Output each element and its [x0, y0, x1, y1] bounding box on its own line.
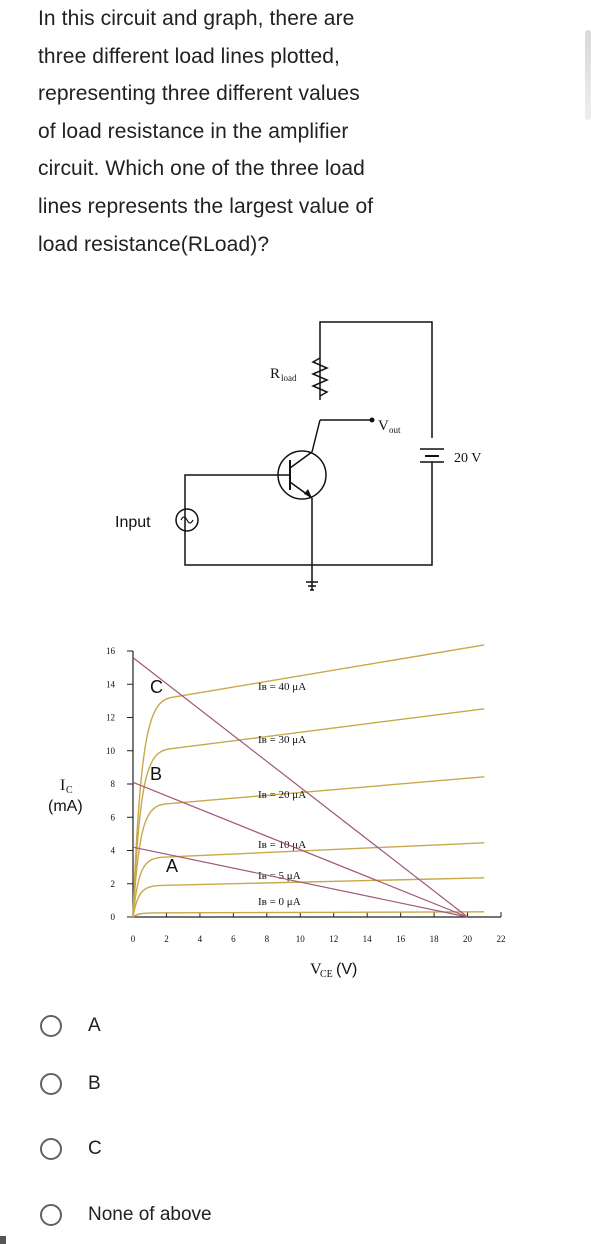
option-label: B	[88, 1073, 101, 1094]
y-axis-label: I	[60, 777, 66, 794]
y-tick-label: 10	[106, 745, 115, 756]
y-tick-label: 14	[106, 679, 115, 690]
x-tick-label: 2	[164, 934, 169, 944]
y-tick-label: 8	[110, 779, 115, 789]
radio-icon[interactable]	[40, 1015, 62, 1037]
option-label: C	[88, 1138, 102, 1159]
ib-curve-label: Iʙ = 30 μA	[258, 734, 307, 746]
y-tick-label: 4	[110, 845, 115, 856]
option-label: None of above	[88, 1204, 212, 1225]
x-tick-label: 16	[396, 934, 406, 944]
option-a[interactable]	[40, 1011, 101, 1041]
load-line-label-c: C	[150, 677, 163, 697]
y-tick-label: 16	[106, 646, 115, 656]
load-line-label-a: A	[166, 856, 179, 876]
load-line-label-b: B	[150, 764, 163, 784]
ib-curve	[133, 843, 484, 917]
x-tick-label: 0	[130, 934, 136, 944]
question-line: of load resistance in the amplifier	[38, 119, 349, 143]
y-axis-label-sub: C	[66, 785, 73, 796]
question-line: circuit. Which one of the three load	[38, 157, 365, 181]
question-line: representing three different values	[38, 82, 360, 106]
option-c[interactable]	[40, 1134, 102, 1164]
x-tick-label: 4	[197, 934, 203, 944]
option-b[interactable]	[40, 1069, 101, 1099]
question-line: three different load lines plotted,	[38, 44, 340, 68]
x-axis-label: V	[310, 961, 322, 978]
y-tick-label: 12	[106, 712, 115, 723]
x-tick-label: 14	[362, 934, 372, 944]
x-tick-label: 18	[429, 934, 439, 944]
option-label: A	[88, 1015, 101, 1036]
ib-curve-label: Iʙ = 20 μA	[258, 789, 307, 801]
x-tick-label: 20	[463, 934, 473, 944]
edge-decoration	[0, 1236, 6, 1244]
y-tick-label: 6	[110, 812, 115, 823]
x-axis-unit: (V)	[336, 961, 358, 978]
radio-icon[interactable]	[40, 1204, 62, 1226]
x-tick-label: 8	[264, 934, 270, 944]
ib-curve	[133, 777, 484, 917]
question-line: In this circuit and graph, there are	[38, 7, 355, 30]
ib-curve	[133, 709, 484, 917]
question-line: load resistance(RLoad)?	[38, 232, 270, 256]
y-tick-label: 0	[110, 912, 115, 922]
supply-voltage-label: 20 V	[454, 451, 482, 466]
rload-sub: load	[281, 373, 297, 383]
ib-curve-label: Iʙ = 10 μA	[258, 839, 307, 851]
input-label: Input	[115, 514, 151, 531]
vout-sub: out	[389, 425, 401, 435]
radio-icon[interactable]	[40, 1073, 62, 1095]
question-line: lines represents the largest value of	[38, 194, 374, 218]
y-tick-label: 2	[110, 878, 115, 889]
x-axis-label-sub: CE	[320, 969, 333, 980]
radio-icon[interactable]	[40, 1138, 62, 1160]
x-tick-label: 22	[496, 934, 506, 944]
ib-curve	[133, 912, 484, 917]
option-none[interactable]	[40, 1200, 212, 1230]
vout-label: V	[378, 418, 389, 434]
x-tick-label: 12	[329, 934, 339, 944]
rload-label: R	[270, 366, 281, 382]
y-axis-unit: (mA)	[48, 798, 83, 815]
ib-curve-label: Iʙ = 0 μA	[258, 896, 301, 908]
x-tick-label: 6	[231, 934, 236, 944]
ib-curve-label: Iʙ = 5 μA	[258, 870, 301, 882]
x-tick-label: 10	[295, 934, 305, 944]
ib-curve-label: Iʙ = 40 μA	[258, 681, 307, 693]
